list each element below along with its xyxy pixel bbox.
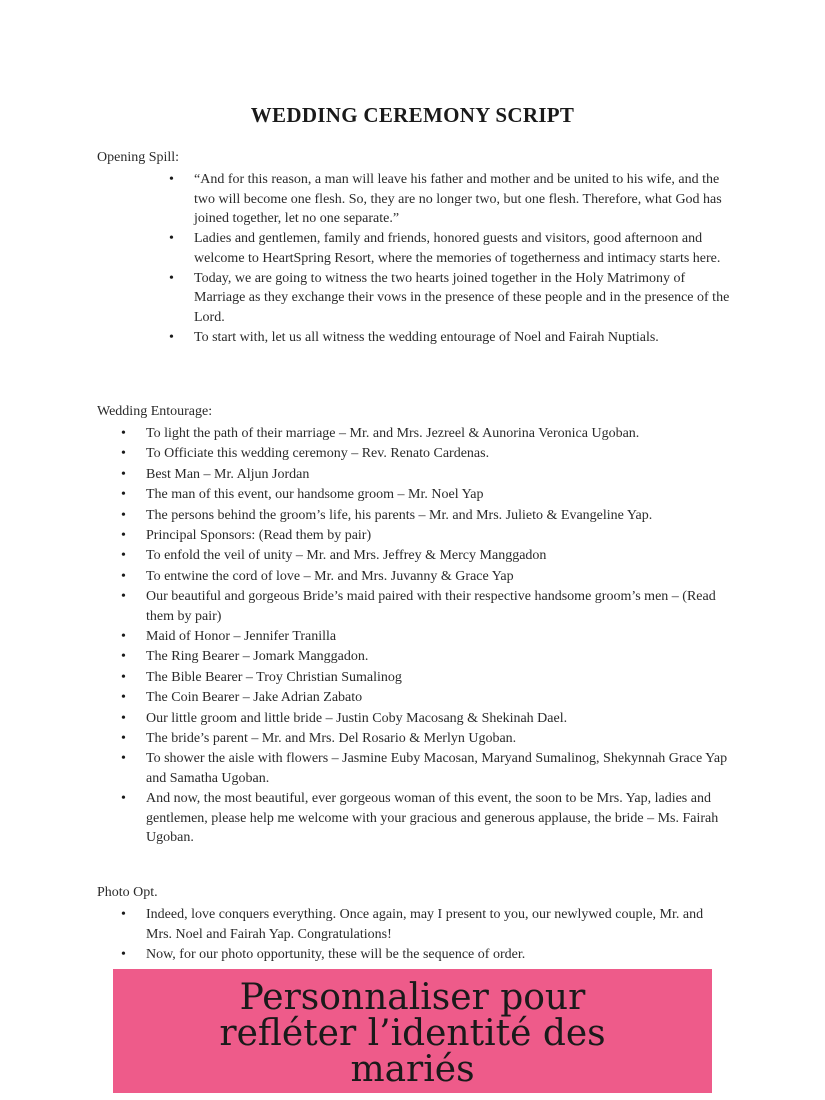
photo-heading: Photo Opt. <box>97 885 158 900</box>
list-item: • Today, we are going to witness the two hearts joined together in the Holy Matrimony of Marriage as they exchange their vows in the presence of these people and in the presence of the Lord. <box>194 269 734 328</box>
photo-list <box>146 905 726 965</box>
list-item: • Maid of Honor – Jennifer Tranilla <box>146 627 736 647</box>
list-item: • The Coin Bearer – Jake Adrian Zabato <box>146 688 736 708</box>
list-item: • Principal Sponsors: (Read them by pair) <box>146 526 736 546</box>
entourage-list <box>146 424 736 849</box>
list-item: • The Ring Bearer – Jomark Manggadon. <box>146 647 736 667</box>
banner-text: Personnaliser pour refléter l’identité des mariés <box>219 977 606 1090</box>
overlay-banner <box>113 969 712 1093</box>
list-item: • “And for this reason, a man will leave his father and mother and be united to his wife, and the two will become one flesh. So, they are no longer two, but one flesh. Therefore, what God has joined together, let no one separate.” <box>194 170 734 229</box>
list-item: • To entwine the cord of love – Mr. and Mrs. Juvanny & Grace Yap <box>146 567 736 587</box>
entourage-heading: Wedding Entourage: <box>97 404 213 419</box>
list-item: • To enfold the veil of unity – Mr. and Mrs. Jeffrey & Mercy Manggadon <box>146 546 736 566</box>
list-item: • To Officiate this wedding ceremony – Rev. Renato Cardenas. <box>146 444 736 464</box>
list-item: • To start with, let us all witness the wedding entourage of Noel and Fairah Nuptials. <box>194 328 734 348</box>
opening-list <box>194 170 734 348</box>
list-item: • And now, the most beautiful, ever gorgeous woman of this event, the soon to be Mrs. Yap, ladies and gentlemen, please help me welcome with your gracious and generous applause, the bride – Ms. Fairah Ugoban. <box>146 789 736 848</box>
list-item: • The man of this event, our handsome groom – Mr. Noel Yap <box>146 485 736 505</box>
list-item: • Indeed, love conquers everything. Once again, may I present to you, our newlywed couple, Mr. and Mrs. Noel and Fairah Yap. Congratulations! <box>146 905 726 944</box>
document-title: WEDDING CEREMONY SCRIPT <box>250 103 575 127</box>
list-item: • Our beautiful and gorgeous Bride’s maid paired with their respective handsome groom’s men – (Read them by pair) <box>146 587 736 626</box>
list-item: • To light the path of their marriage – Mr. and Mrs. Jezreel & Aunorina Veronica Ugoban. <box>146 424 736 444</box>
opening-heading: Opening Spill: <box>97 150 180 165</box>
list-item: • Now, for our photo opportunity, these will be the sequence of order. <box>146 945 726 965</box>
list-item: • Ladies and gentlemen, family and friends, honored guests and visitors, good afternoon and welcome to HeartSpring Resort, where the memories of togetherness and intimacy starts here. <box>194 229 734 268</box>
list-item: • Best Man – Mr. Aljun Jordan <box>146 465 736 485</box>
list-item: • The persons behind the groom’s life, his parents – Mr. and Mrs. Julieto & Evangeline Yap. <box>146 506 736 526</box>
list-item: • The Bible Bearer – Troy Christian Sumalinog <box>146 668 736 688</box>
list-item: • Our little groom and little bride – Justin Coby Macosang & Shekinah Dael. <box>146 709 736 729</box>
list-item: • The bride’s parent – Mr. and Mrs. Del Rosario & Merlyn Ugoban. <box>146 729 736 749</box>
list-item: • To shower the aisle with flowers – Jasmine Euby Macosan, Maryand Sumalinog, Shekynnah Grace Yap and Samatha Ugoban. <box>146 749 736 788</box>
